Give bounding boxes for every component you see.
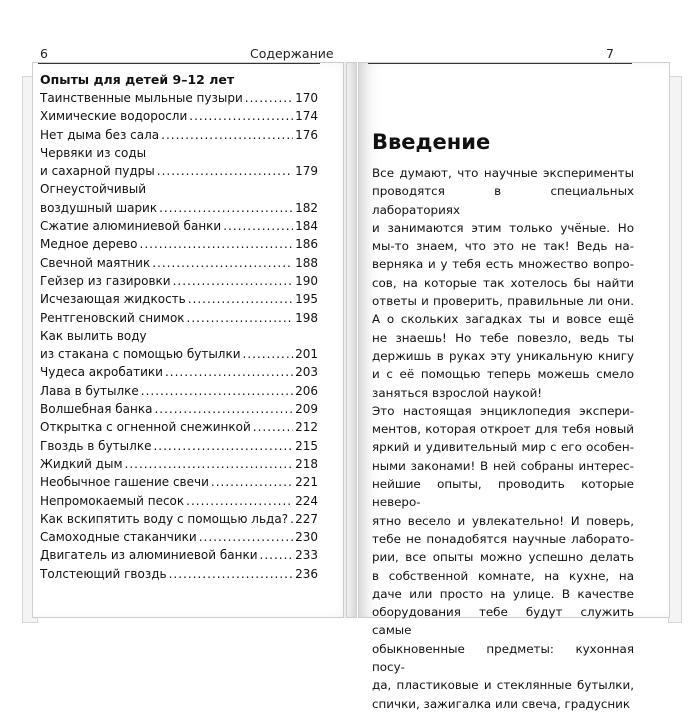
toc-leader-dots [157,162,293,180]
toc-entry-title: Двигатель из алюминиевой банки [40,548,258,563]
intro-text-line: яркий и удивительный мир с его особен- [372,440,634,455]
intro-text-line: ными законами! В ней собраны интерес- [372,458,634,473]
intro-text-line: держишь в руках эту уникальную книгу [372,348,634,363]
toc-entry [40,565,318,583]
intro-text-line: ответы и проверить, правильные ли они. [372,294,634,309]
toc-entry-title: Огнеустойчивый [40,182,147,197]
toc-entry [40,473,318,491]
toc-entry-title: Таинственные мыльные пузыри [40,91,243,105]
toc-leader-dots [290,510,293,528]
toc-entry-page: 184 [295,219,318,234]
toc-entry-page: 221 [295,475,318,490]
toc-leader-dots [141,382,293,400]
toc-entry [40,235,318,253]
toc-entry-page: 206 [295,383,318,398]
right-page-stack [668,76,682,623]
toc-title: Опыты для детей 9–12 лет [40,72,235,87]
toc-leader-dots [253,418,293,436]
intro-text-line: А о скольких загадках ты и вовсе ещё [372,312,634,327]
toc-entry-page: 174 [295,109,318,124]
left-header-rule [38,63,320,64]
toc-entry-page: 203 [295,365,318,380]
left-page-header: Содержание [250,46,334,61]
toc-leader-dots [243,345,294,363]
toc-entry [40,309,318,327]
toc-entry [40,254,318,272]
toc-entry [40,327,318,364]
toc-leader-dots [152,254,293,272]
toc-entry-title: Лава в бутылке [40,383,139,398]
toc-entry-title: из стакана с помощью бутылки [40,347,241,362]
right-page-number: 7 [606,46,614,61]
toc-entry-title: Гвоздь в бутылке [40,438,152,453]
toc-entry-page: 190 [295,273,318,288]
toc-entry-page: 182 [295,200,318,215]
toc-entry-title: Толстеющий гвоздь [40,566,167,581]
toc-entry-title: воздушный шарик [40,200,158,215]
intro-text-line: рии, все опыты можно успешно делать [372,550,634,565]
toc-entry [40,455,318,473]
toc-leader-dots [165,363,293,381]
intro-text-line: обыкновенные предметы: кухонная посу- [372,641,634,675]
toc-entry [40,89,318,107]
toc-entry-page: 230 [295,530,318,545]
toc-entry-title: Нет дыма без сала [40,127,160,142]
toc-entry [40,400,318,418]
toc-entry-title: Как вылить воду [40,328,147,343]
intro-text-line: тебе не понадобятся научные лаборато- [372,531,634,546]
intro-text-line: заняться взрослой наукой! [372,385,543,400]
toc-entry-page: 233 [295,548,318,563]
toc-leader-dots [199,528,293,546]
intro-text-line: в собственной комнате, на кухне, на [372,568,634,583]
toc-leader-dots [140,235,294,253]
intro-text-line: оборудования тебе будут служить самые [372,605,634,638]
table-of-contents [40,72,318,583]
toc-entry-title: Чудеса акробатики [40,365,163,380]
toc-entry-title: Рентгеновский снимок [40,310,185,325]
toc-entry-page: 218 [295,456,318,471]
toc-leader-dots [189,107,293,125]
toc-entry [40,217,318,235]
toc-entry [40,492,318,510]
intro-text-line: нейшие опыты, проводить которые неверо- [372,477,634,510]
toc-leader-dots [161,126,293,144]
toc-entry [40,144,318,181]
intro-text-line: сов, на которые так хотелось бы найти [372,275,634,290]
intro-text-line: и с её помощью теперь можешь смело [372,367,634,382]
toc-leader-dots [223,217,293,235]
intro-text-line: верняка и у тебя есть множество вопро- [372,257,634,272]
toc-entry [40,418,318,436]
toc-entry [40,546,318,564]
toc-entry-title: Сжатие алюминиевой банки [40,219,222,234]
intro-text [372,164,634,713]
toc-entry-page: 215 [295,438,318,453]
toc-entry-page: 224 [295,493,318,508]
toc-entry [40,290,318,308]
toc-leader-dots [173,272,293,290]
toc-leader-dots [186,492,293,510]
toc-entry-page: 209 [295,402,318,417]
toc-entry-title: Жидкий дым [40,456,123,471]
toc-entry-title: и сахарной пудры [40,164,155,179]
toc-entry-title: Гейзер из газировки [40,273,171,288]
toc-leader-dots [260,546,294,564]
intro-title: Введение [372,130,491,154]
toc-entry-title: Как вскипятить воду с помощью льда? [40,511,289,526]
toc-entry-title: Свечной маятник [40,255,151,270]
toc-leader-dots [159,199,293,217]
toc-entry [40,126,318,144]
toc-entry-title: Самоходные стаканчики [40,530,197,545]
toc-entry [40,528,318,546]
toc-leader-dots [125,455,294,473]
intro-text-line: спички, зажигалка или свеча, градусник [372,696,631,711]
toc-entry-title: Химические водоросли [40,109,188,124]
intro-text-line: да, пластиковые и стеклянные бутылки, [372,678,634,693]
toc-leader-dots [169,565,293,583]
toc-entry-page: 212 [295,420,318,435]
toc-leader-dots [211,473,293,491]
intro-text-line: даче или просто на улице. В качестве [372,586,634,601]
intro-text-line: Все думают, что научные эксперименты [372,166,634,180]
toc-entry-title: Необычное гашение свечи [40,475,209,490]
toc-leader-dots [245,89,293,107]
intro-text-line: проводятся в специальных лабораториях [372,184,634,217]
toc-entry-page: 179 [295,164,318,179]
toc-entry [40,437,318,455]
toc-entry-page: 227 [295,511,318,526]
intro-text-line: не знаешь! Но тебе повезло, ведь ты [372,330,634,345]
intro-text-line: ментов, которая откроет для тебя новый [372,422,634,437]
toc-entry-page: 236 [295,566,318,581]
toc-leader-dots [187,309,294,327]
left-page-number: 6 [40,46,48,61]
toc-entry-page: 195 [295,292,318,307]
toc-entry [40,180,318,217]
toc-entry [40,107,318,125]
toc-entry-page: 170 [295,91,318,105]
toc-entry-page: 201 [295,347,318,362]
toc-entry-title: Червяки из соды [40,145,147,160]
toc-entry-title: Непромокаемый песок [40,493,185,508]
toc-entry-title: Медное дерево [40,237,138,252]
intro-text-line: ятно весело и увлекательно! И поверь, [372,513,634,528]
intro-text-line: и занимаются этим только учёные. Но [372,220,634,235]
toc-leader-dots [188,290,293,308]
toc-entry-page: 186 [295,237,318,252]
toc-entry-title: Волшебная банка [40,402,153,417]
toc-entry-title: Исчезающая жидкость [40,292,186,307]
intro-text-line: мы-то знаем, что это не так! Ведь на- [372,239,634,254]
toc-entry [40,510,318,528]
toc-entry-page: 176 [295,127,318,142]
toc-entry [40,272,318,290]
toc-entry-page: 188 [295,255,318,270]
toc-entry [40,363,318,381]
toc-entry-title: Открытка с огненной снежинкой [40,420,251,435]
right-header-rule [368,63,632,64]
toc-leader-dots [154,400,293,418]
intro-text-line: Это настоящая энциклопедия экспери- [372,403,634,418]
toc-entry-page: 198 [295,310,318,325]
toc-leader-dots [153,437,293,455]
toc-entry [40,382,318,400]
book-spine [343,62,347,618]
toc-items [40,89,318,583]
